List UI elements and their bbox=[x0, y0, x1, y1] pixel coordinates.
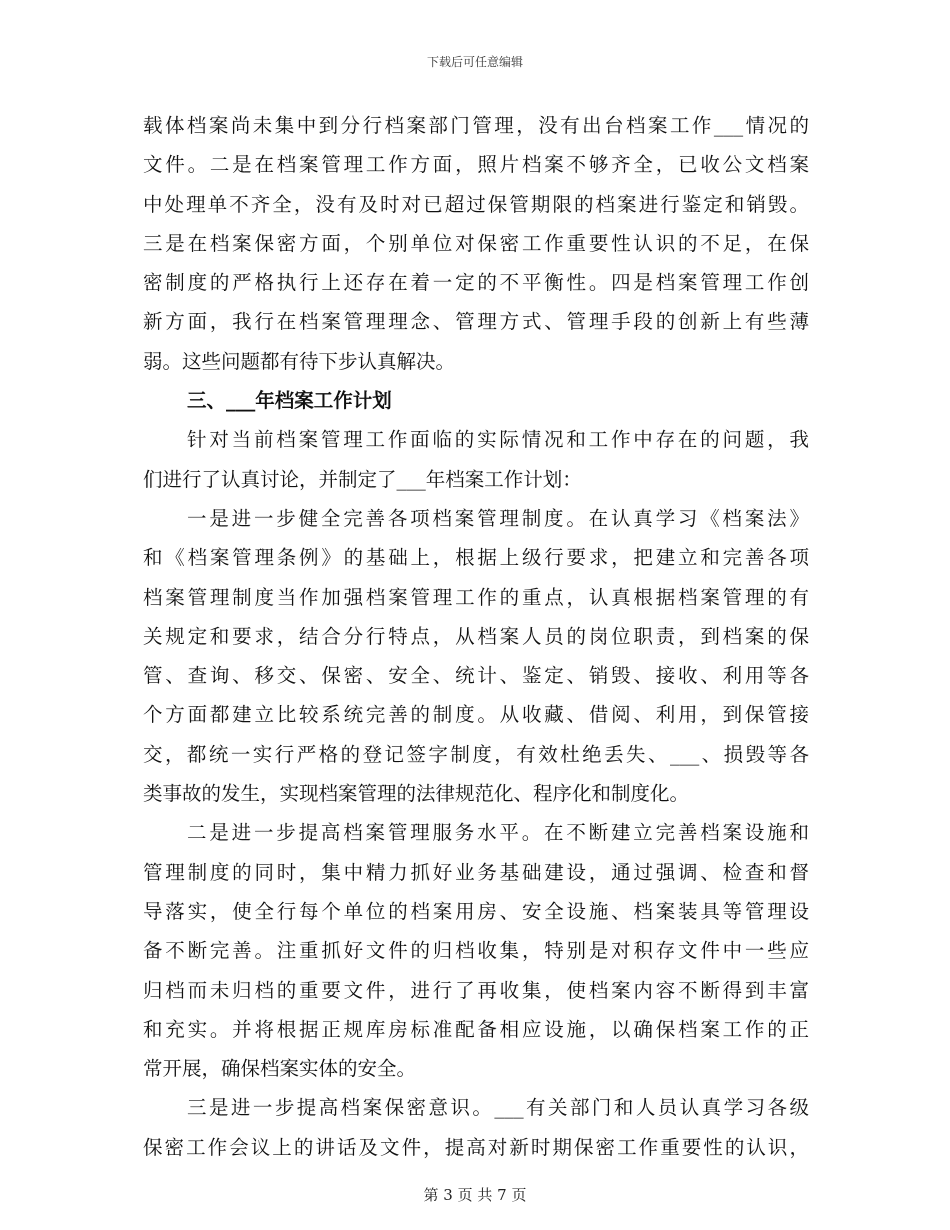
body-line: 中处理单不齐全，没有及时对已超过保管期限的档案进行鉴定和销毁。 bbox=[143, 192, 809, 216]
body-line: 类事故的发生，实现档案管理的法律规范化、程序化和制度化。 bbox=[143, 782, 690, 806]
body-line: 三是在档案保密方面，个别单位对保密工作重要性认识的不足，在保 bbox=[143, 231, 809, 255]
body-line: 和充实。并将根据正规库房标准配备相应设施，以确保档案工作的正 bbox=[143, 1017, 809, 1041]
page-number-footer: 第 3 页 共 7 页 bbox=[423, 1186, 527, 1204]
body-line: 三是进一步提高档案保密意识。___有关部门和人员认真学习各级 bbox=[187, 1096, 809, 1120]
body-line: 常开展，确保档案实体的安全。 bbox=[143, 1057, 417, 1081]
body-line: 个方面都建立比较系统完善的制度。从收藏、借阅、利用，到保管接 bbox=[143, 703, 809, 727]
body-line: 二是进一步提高档案管理服务水平。在不断建立完善档案设施和 bbox=[187, 821, 809, 845]
body-line: 针对当前档案管理工作面临的实际情况和工作中存在的问题，我 bbox=[187, 428, 809, 452]
body-line: 保密工作会议上的讲话及文件，提高对新时期保密工作重要性的认识， bbox=[143, 1135, 809, 1159]
body-line: 弱。这些问题都有待下步认真解决。 bbox=[143, 349, 456, 373]
body-line: 和《档案管理条例》的基础上，根据上级行要求，把建立和完善各项 bbox=[143, 546, 809, 570]
body-line: 关规定和要求，结合分行特点，从档案人员的岗位职责，到档案的保 bbox=[143, 624, 809, 648]
body-line: 们进行了认真讨论，并制定了___年档案工作计划： bbox=[143, 467, 582, 491]
body-line: 交，都统一实行严格的登记签字制度，有效杜绝丢失、___、损毁等各 bbox=[143, 742, 809, 766]
body-line: 备不断完善。注重抓好文件的归档收集，特别是对积存文件中一些应 bbox=[143, 939, 809, 963]
document-body bbox=[143, 106, 809, 1167]
body-line: 一是进一步健全完善各项档案管理制度。在认真学习《档案法》 bbox=[187, 506, 809, 530]
section-heading: 三、___年档案工作计划 bbox=[187, 389, 392, 413]
page-header: 下载后可任意编辑 bbox=[426, 55, 523, 69]
body-line: 管、查询、移交、保密、安全、统计、鉴定、销毁、接收、利用等各 bbox=[143, 664, 809, 688]
body-line: 密制度的严格执行上还存在着一定的不平衡性。四是档案管理工作创 bbox=[143, 271, 809, 295]
body-line: 文件。二是在档案管理工作方面，照片档案不够齐全，已收公文档案 bbox=[143, 153, 809, 177]
body-line: 导落实，使全行每个单位的档案用房、安全设施、档案装具等管理设 bbox=[143, 899, 809, 923]
body-line: 新方面，我行在档案管理理念、管理方式、管理手段的创新上有些薄 bbox=[143, 310, 809, 334]
body-line: 归档而未归档的重要文件，进行了再收集，使档案内容不断得到丰富 bbox=[143, 978, 809, 1002]
body-line: 档案管理制度当作加强档案管理工作的重点，认真根据档案管理的有 bbox=[143, 585, 809, 609]
body-line: 载体档案尚未集中到分行档案部门管理，没有出台档案工作___情况的 bbox=[143, 114, 809, 137]
body-line: 管理制度的同时，集中精力抓好业务基础建设，通过强调、检查和督 bbox=[143, 860, 809, 884]
